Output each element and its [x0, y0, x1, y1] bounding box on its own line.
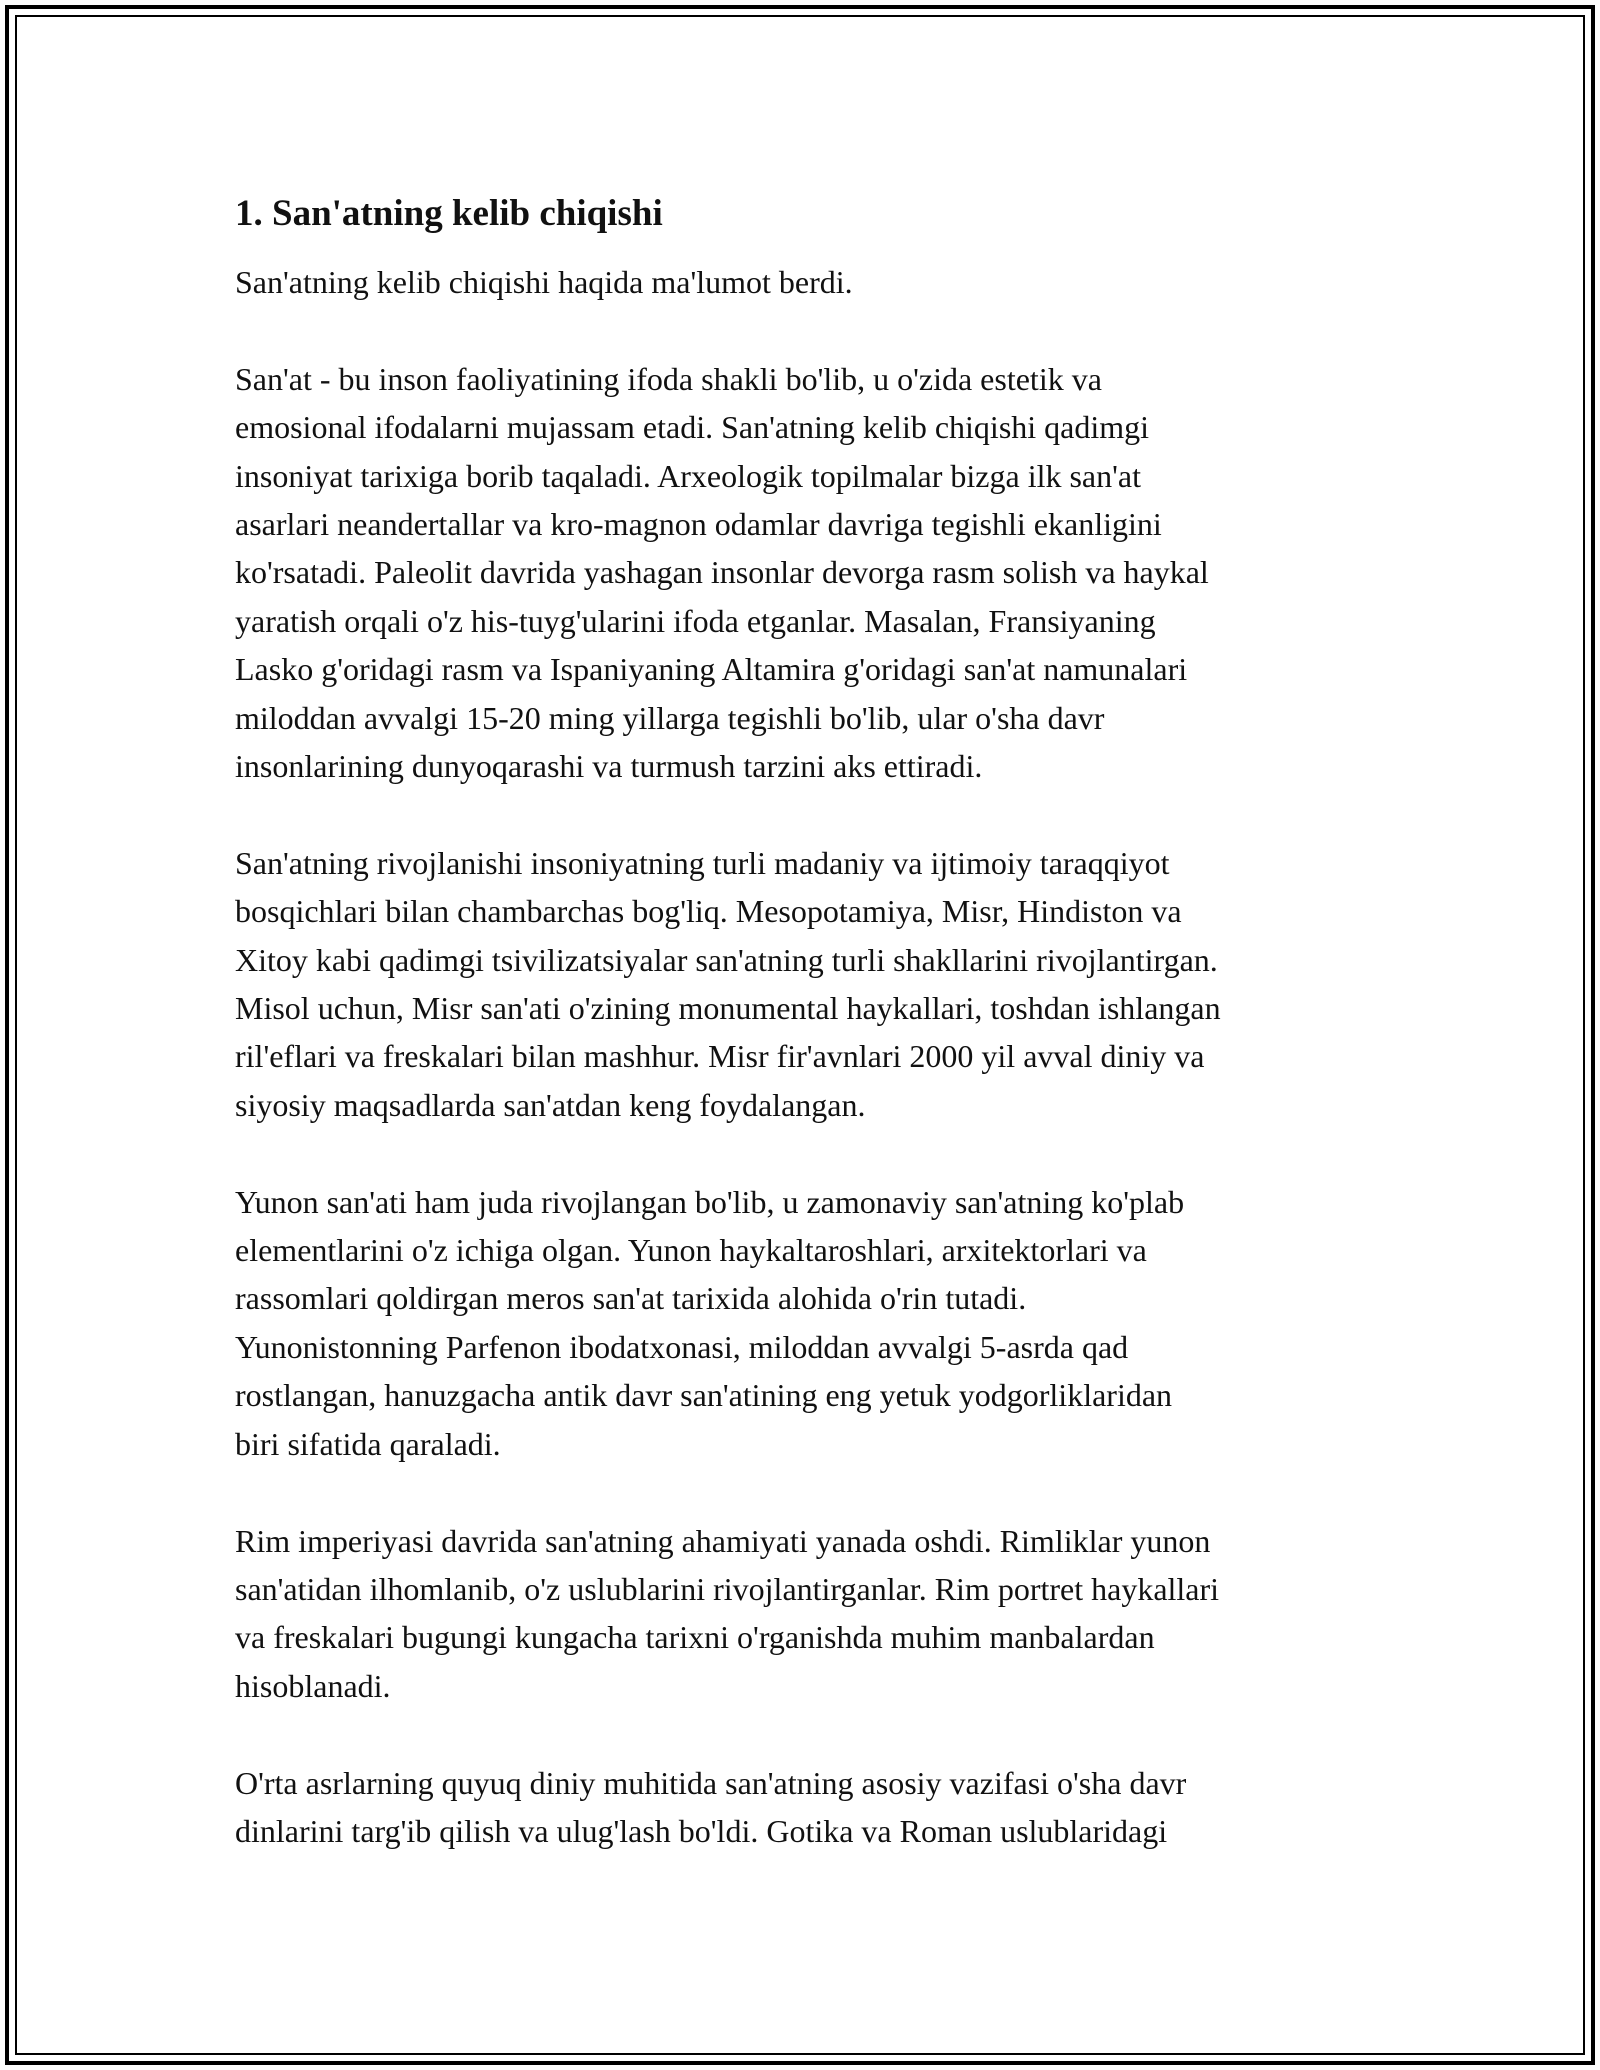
paragraph-line: dinlarini targ'ib qilish va ulug'lash bo'ldi. Gotika va Roman uslublaridagi [235, 1812, 1168, 1849]
paragraph-line: emosional ifodalarni mujassam etadi. San'atning kelib chiqishi qadimgi [235, 409, 1150, 446]
paragraph-line: Misol uchun, Misr san'ati o'zining monumental haykallari, toshdan ishlangan [235, 990, 1221, 1027]
paragraph-line: yaratish orqali o'z his-tuyg'ularini ifoda etganlar. Masalan, Fransiyaning [235, 602, 1156, 639]
paragraph-line: rassomlari qoldirgan meros san'at tarixida alohida o'rin tutadi. [235, 1280, 1027, 1317]
paragraph-line: San'atning rivojlanishi insoniyatning turli madaniy va ijtimoiy taraqqiyot [235, 844, 1170, 881]
paragraph [235, 355, 1385, 791]
paragraph-line: bosqichlari bilan chambarchas bog'liq. Mesopotamiya, Misr, Hindiston va [235, 893, 1182, 930]
paragraph-line: va freskalari bugungi kungacha tarixni o'rganishda muhim manbalardan [235, 1619, 1155, 1656]
paragraph-line: insonlarining dunyoqarashi va turmush tarzini aks ettiradi. [235, 748, 983, 785]
paragraph-line: Yunonistonning Parfenon ibodatxonasi, miloddan avvalgi 5-asrda qad [235, 1328, 1129, 1365]
paragraph-line: Rim imperiyasi davrida san'atning ahamiyati yanada oshdi. Rimliklar yunon [235, 1522, 1211, 1559]
paragraph [235, 839, 1385, 1129]
paragraph-line: asarlari neandertallar va kro-magnon odamlar davriga tegishli ekanligini [235, 506, 1162, 543]
paragraph-line: siyosiy maqsadlarda san'atdan keng foydalangan. [235, 1086, 866, 1123]
paragraph [235, 1178, 1385, 1468]
paragraph [235, 1517, 1385, 1711]
paragraph [235, 258, 1385, 306]
paragraph [235, 1759, 1385, 1856]
paragraph-line: insoniyat tarixiga borib taqaladi. Arxeologik topilmalar bizga ilk san'at [235, 457, 1141, 494]
paragraph-line: hisoblanadi. [235, 1667, 391, 1704]
paragraph-line: Lasko g'oridagi rasm va Ispaniyaning Altamira g'oridagi san'at namunalari [235, 651, 1188, 688]
paragraph-line: O'rta asrlarning quyuq diniy muhitida san'atning asosiy vazifasi o'sha davr [235, 1764, 1187, 1801]
paragraph-line: San'atning kelib chiqishi haqida ma'lumot berdi. [235, 264, 853, 300]
paragraph-line: miloddan avvalgi 15-20 ming yillarga tegishli bo'lib, ular o'sha davr [235, 699, 1105, 736]
paragraph-line: ril'eflari va freskalari bilan mashhur. Misr fir'avnlari 2000 yil avval diniy va [235, 1038, 1205, 1075]
paragraph-list [235, 258, 1385, 1855]
paragraph-line: ko'rsatadi. Paleolit davrida yashagan insonlar devorga rasm solish va haykal [235, 554, 1209, 591]
paragraph-line: elementlarini o'z ichiga olgan. Yunon haykaltaroshlari, arxitektorlari va [235, 1232, 1147, 1269]
paragraph-line: Yunon san'ati ham juda rivojlangan bo'lib, u zamonaviy san'atning ko'plab [235, 1183, 1185, 1220]
document-body [235, 188, 1385, 1904]
paragraph-line: biri sifatida qaraladi. [235, 1425, 501, 1462]
section-heading: 1. San'atning kelib chiqishi [235, 193, 663, 234]
paragraph-line: Xitoy kabi qadimgi tsivilizatsiyalar san'atning turli shakllarini rivojlantirgan. [235, 941, 1218, 978]
paragraph-line: rostlangan, hanuzgacha antik davr san'atining eng yetuk yodgorliklaridan [235, 1377, 1173, 1414]
paragraph-line: San'at - bu inson faoliyatining ifoda shakli bo'lib, u o'zida estetik va [235, 360, 1102, 397]
paragraph-line: san'atidan ilhomlanib, o'z uslublarini rivojlantirganlar. Rim portret haykallari [235, 1570, 1220, 1607]
